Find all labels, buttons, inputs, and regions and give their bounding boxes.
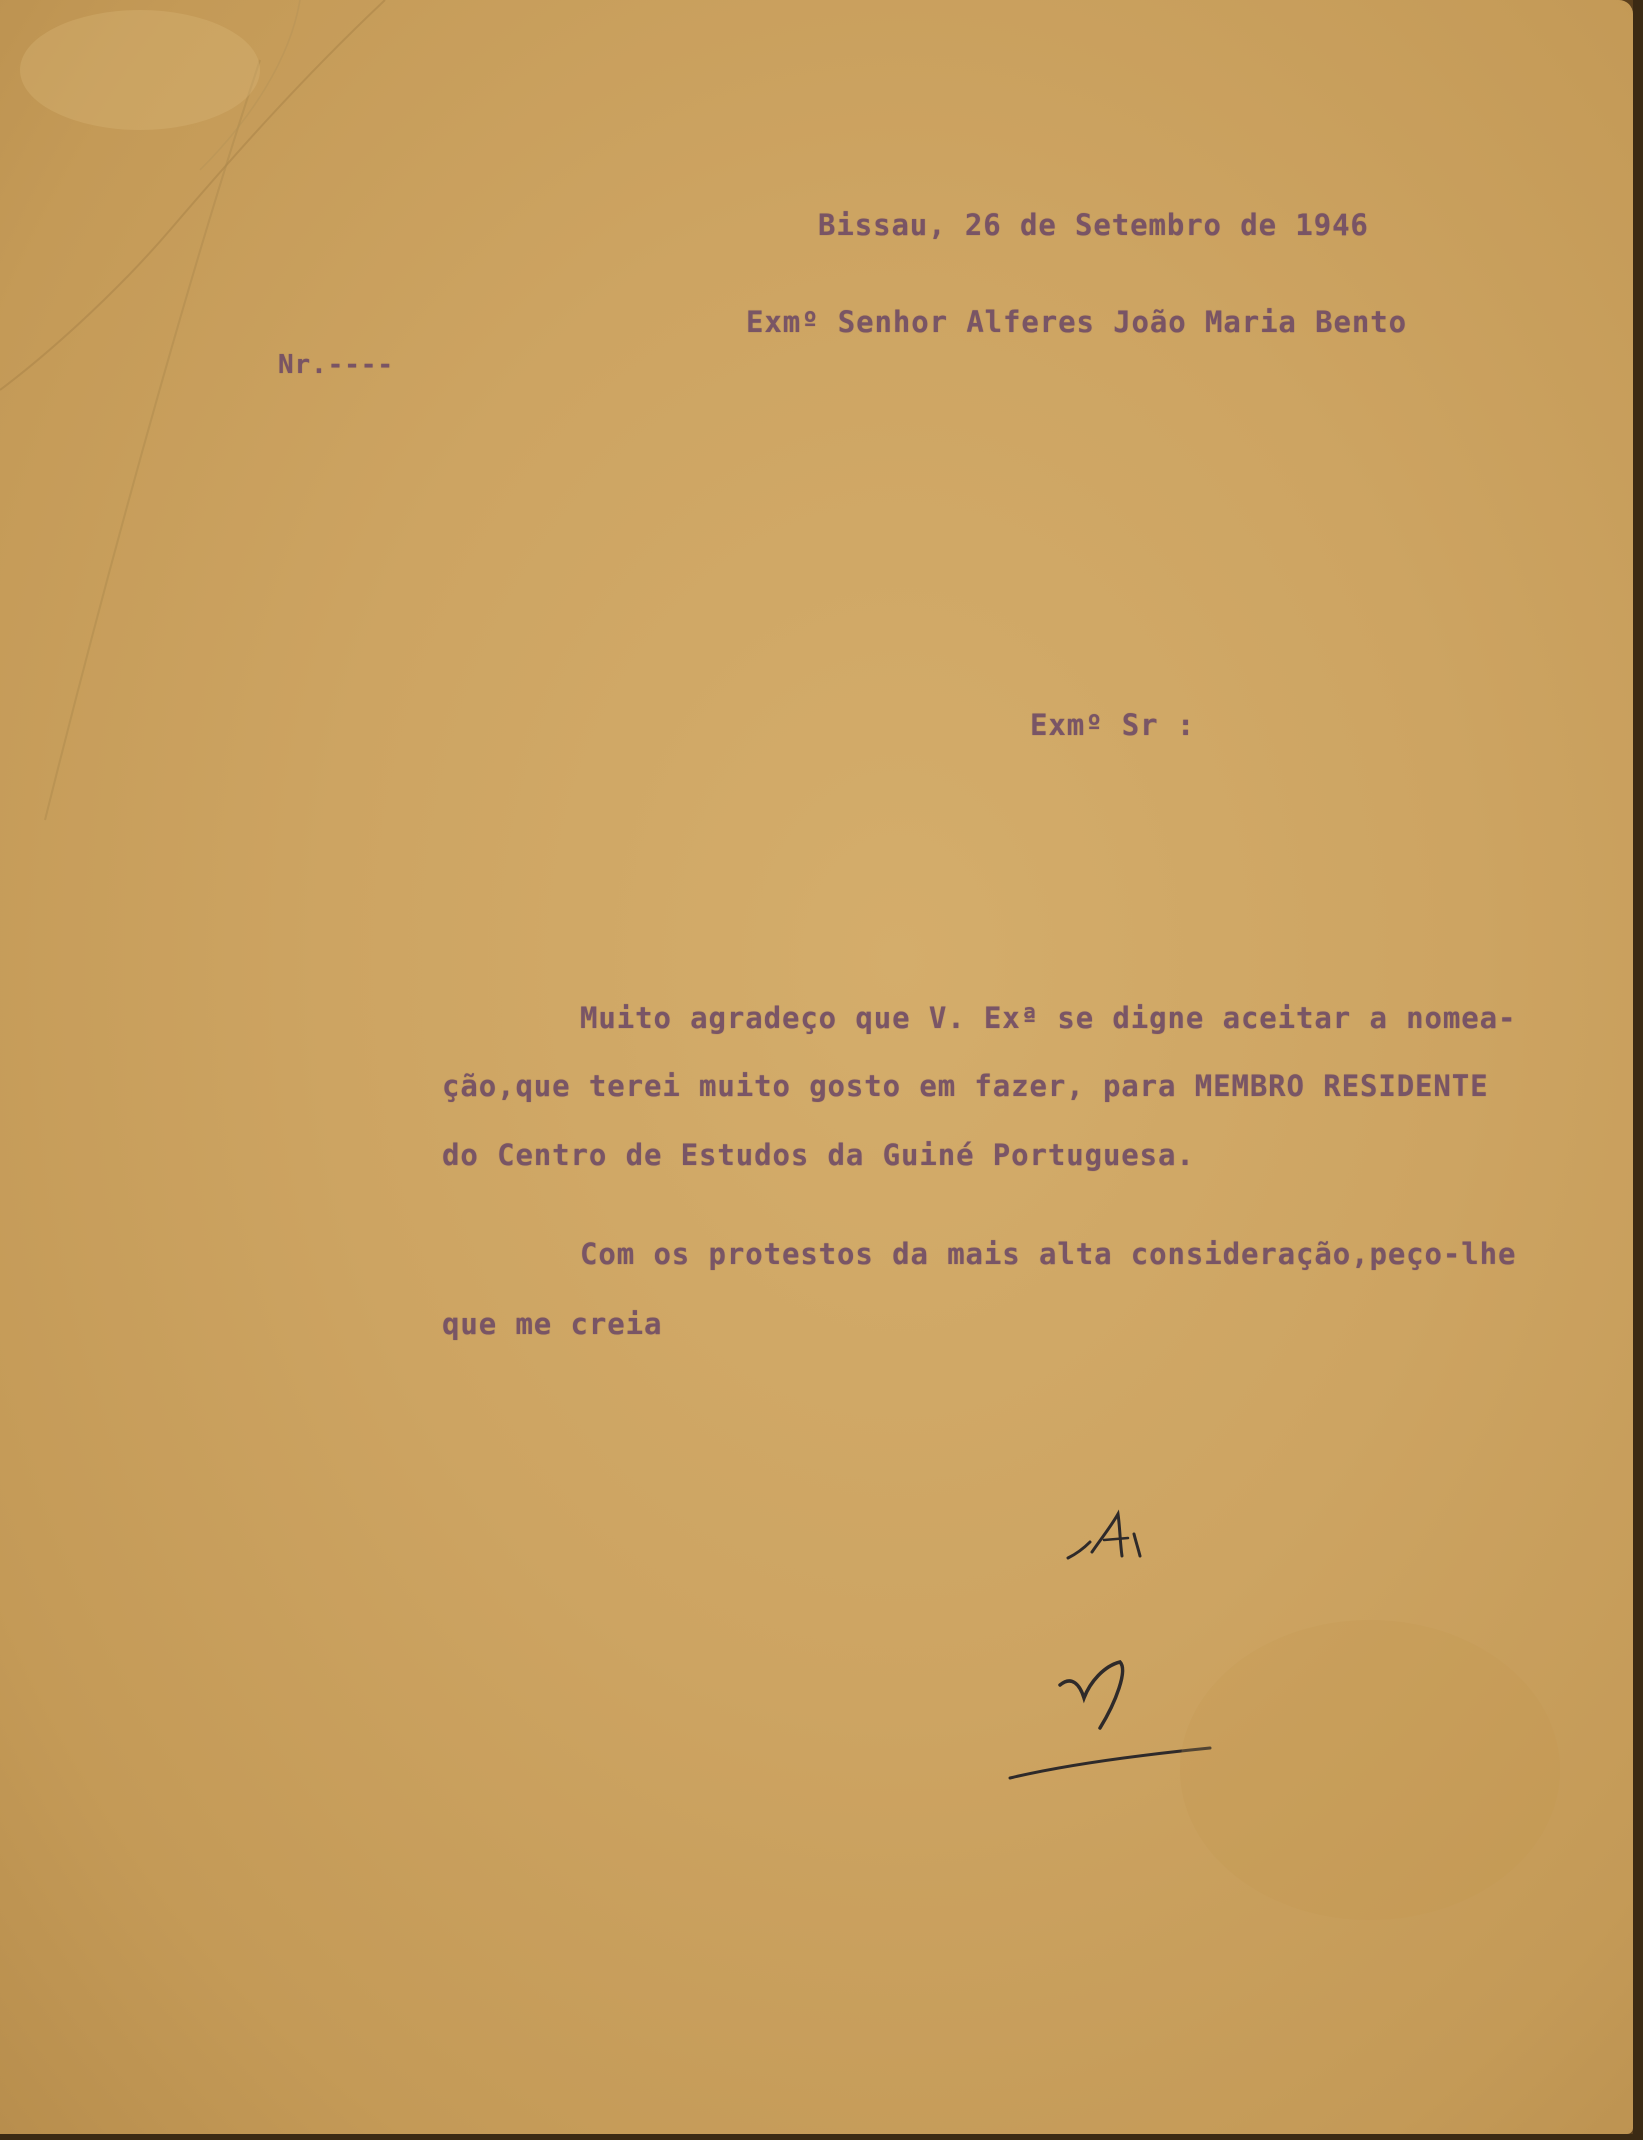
- scan-border-right: [1633, 0, 1643, 2140]
- reference-number: Nr.----: [278, 350, 394, 380]
- body-line-3: do Centro de Estudos da Guiné Portuguesa.: [442, 1138, 1195, 1172]
- salutation: Exmº Sr :: [1030, 708, 1196, 742]
- handwritten-signature: [1000, 1470, 1240, 1790]
- body-line-2: ção,que terei muito gosto em fazer, para MEMBRO RESIDENTE: [442, 1069, 1489, 1103]
- closing-line-2: que me creia: [442, 1307, 663, 1341]
- date-line: Bissau, 26 de Setembro de 1946: [818, 208, 1369, 242]
- closing-line-1: Com os protestos da mais alta consideração,peço-lhe: [580, 1237, 1517, 1271]
- paper-crease: [0, 0, 420, 860]
- body-line-1: Muito agradeço que V. Exª se digne aceitar a nomea-: [580, 1001, 1517, 1035]
- scan-border-bottom: [0, 2134, 1643, 2140]
- addressee-line: Exmº Senhor Alferes João Maria Bento: [746, 305, 1407, 339]
